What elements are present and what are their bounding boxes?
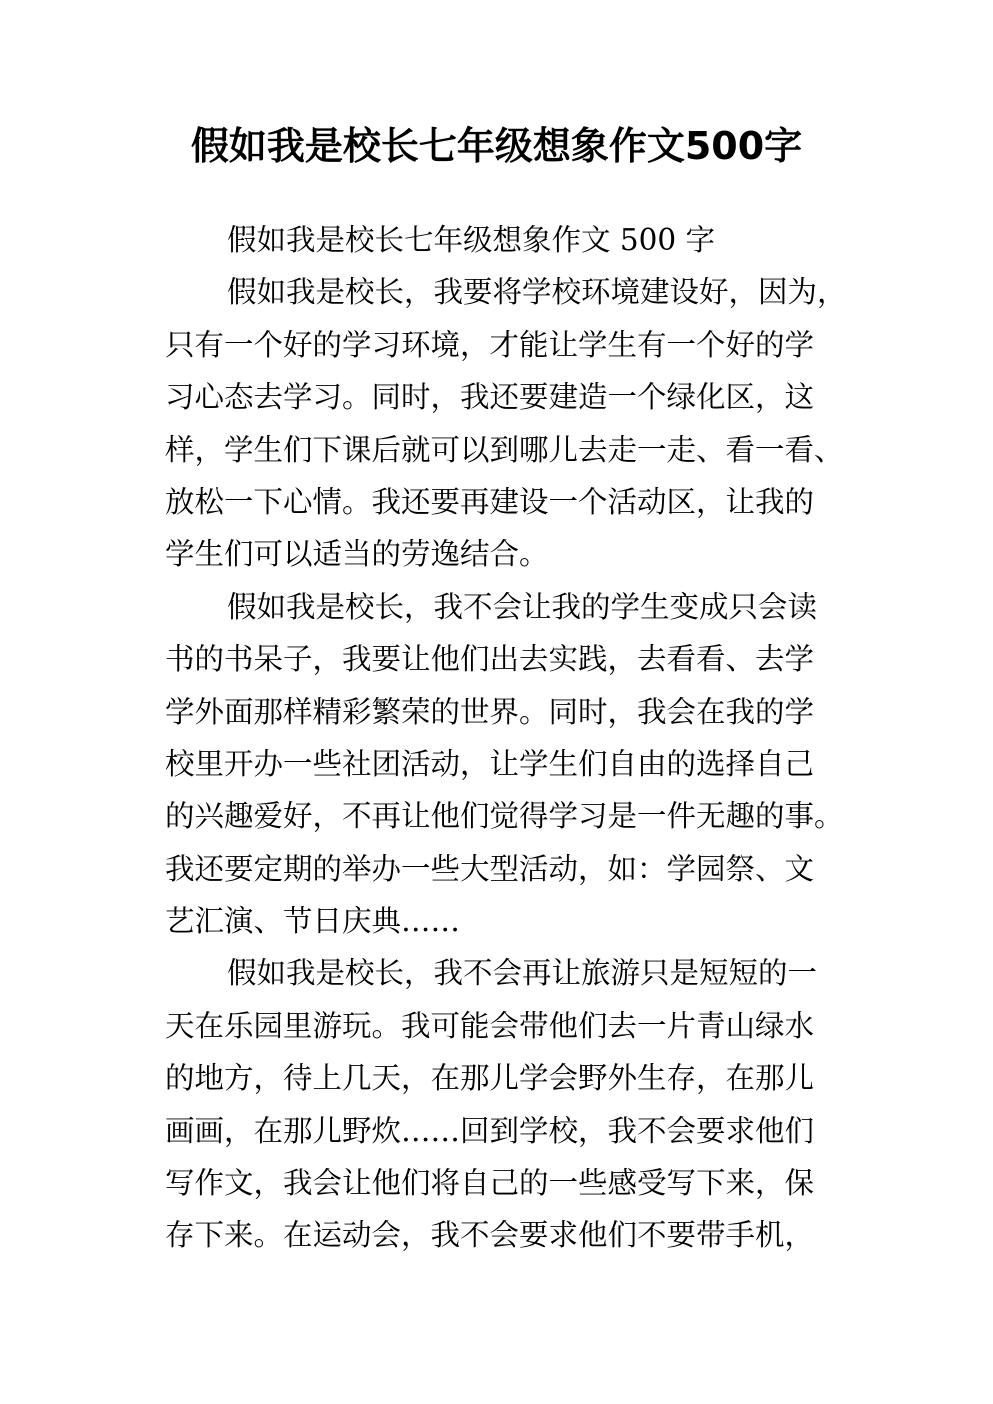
text-line: 假如我是校长七年级想象作文 500 字 bbox=[227, 223, 716, 257]
text-line: 假如我是校长，我不会让我的学生变成只会读 bbox=[227, 589, 818, 624]
text-line: 假如我是校长，我要将学校环境建设好，因为， bbox=[227, 275, 847, 310]
text-line: 写作文，我会让他们将自己的一些感受写下来，保 bbox=[165, 1166, 815, 1201]
text-line: 放松一下心情。我还要再建设一个活动区，让我的 bbox=[165, 484, 815, 519]
text-line: 学生们可以适当的劳逸结合。 bbox=[165, 537, 549, 572]
text-line: 假如我是校长，我不会再让旅游只是短短的一 bbox=[227, 956, 818, 991]
text-line: 艺汇演、节日庆典…… bbox=[165, 904, 461, 939]
document-title: 假如我是校长七年级想象作文500字 bbox=[190, 124, 803, 168]
text-line: 的兴趣爱好，不再让他们觉得学习是一件无趣的事。 bbox=[165, 799, 844, 834]
text-line: 习心态去学习。同时，我还要建造一个绿化区，这 bbox=[165, 380, 815, 415]
text-line: 的地方，待上几天，在那儿学会野外生存，在那儿 bbox=[165, 1061, 815, 1096]
text-line: 天在乐园里游玩。我可能会带他们去一片青山绿水 bbox=[165, 1008, 815, 1043]
text-line: 存下来。在运动会，我不会要求他们不要带手机， bbox=[165, 1218, 815, 1253]
text-line: 我还要定期的举办一些大型活动，如：学园祭、文 bbox=[165, 851, 815, 886]
text-line: 学外面那样精彩繁荣的世界。同时，我会在我的学 bbox=[165, 694, 815, 729]
text-line: 书的书呆子，我要让他们出去实践，去看看、去学 bbox=[165, 642, 815, 677]
text-line: 校里开办一些社团活动，让学生们自由的选择自己 bbox=[165, 746, 815, 781]
document-body bbox=[165, 214, 847, 1262]
text-line: 只有一个好的学习环境，才能让学生有一个好的学 bbox=[165, 327, 815, 362]
text-line: 画画，在那儿野炊……回到学校，我不会要求他们 bbox=[165, 1113, 815, 1148]
text-line: 样，学生们下课后就可以到哪儿去走一走、看一看、 bbox=[165, 432, 844, 467]
